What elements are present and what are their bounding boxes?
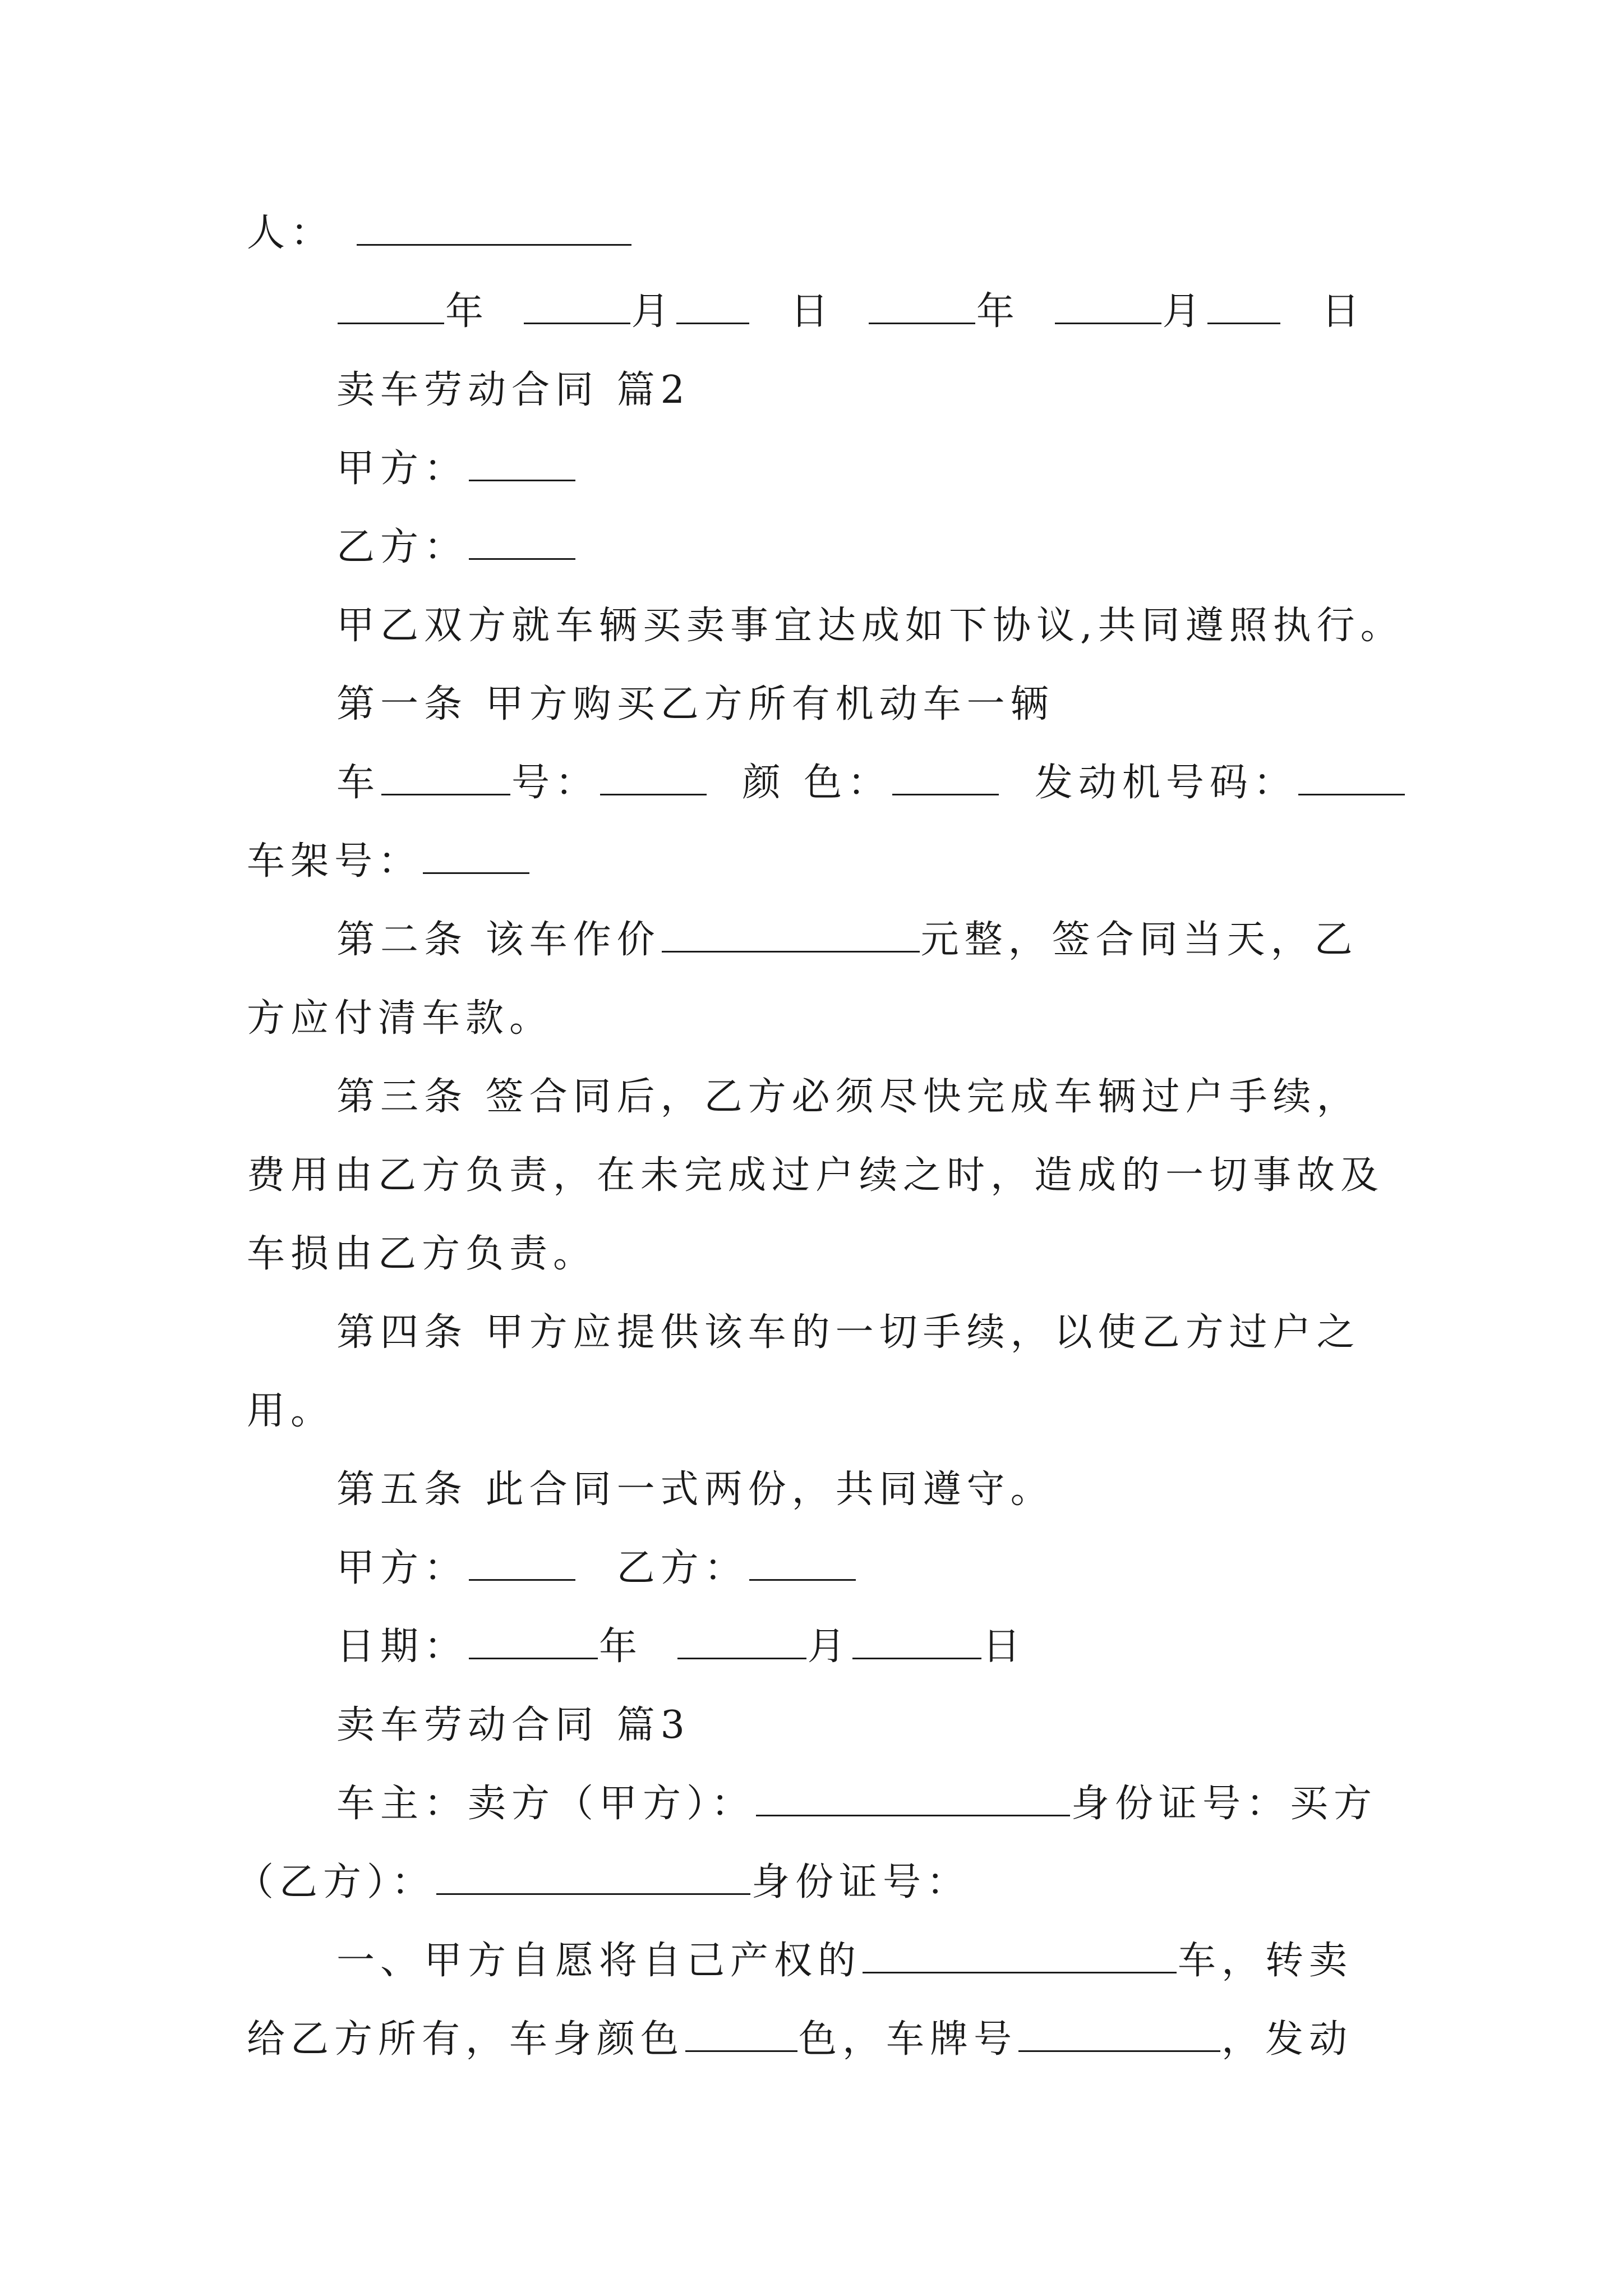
doc-line bbox=[336, 1546, 857, 1591]
id-number-label: 身份证号： bbox=[751, 1860, 971, 1904]
clause-text: 一、甲方自愿将自己产权的 bbox=[336, 1939, 862, 1983]
month-label: 月 bbox=[1162, 289, 1206, 334]
party-a-signature-label: 甲方： bbox=[336, 1546, 468, 1590]
doc-line bbox=[247, 839, 531, 884]
blank-field bbox=[338, 290, 444, 324]
blank-field bbox=[685, 2018, 797, 2052]
blank-field bbox=[600, 761, 707, 795]
doc-line bbox=[336, 1939, 1353, 1984]
buyer-label: （乙方）： bbox=[236, 1860, 436, 1904]
frame-number-label: 车架号： bbox=[247, 839, 422, 884]
paragraph-line: 第四条 甲方应提供该车的一切手续，以使乙方过户之 bbox=[336, 1310, 1361, 1355]
doc-line bbox=[247, 211, 633, 256]
month-label: 月 bbox=[807, 1625, 851, 1669]
year-label: 年 bbox=[599, 1625, 643, 1669]
paragraph-line: 方应付清车款。 bbox=[247, 996, 554, 1041]
paragraph-line: 甲乙双方就车辆买卖事宜达成如下协议,共同遵照执行。 bbox=[336, 604, 1404, 648]
doc-line bbox=[247, 2017, 1353, 2062]
car-label: 车 bbox=[336, 761, 381, 805]
doc-line bbox=[336, 761, 1406, 806]
blank-field bbox=[869, 290, 975, 324]
blank-field bbox=[469, 447, 575, 481]
party-a-label: 甲方： bbox=[336, 447, 468, 491]
signature-label: 人： bbox=[247, 211, 335, 255]
day-label: 日 bbox=[982, 1625, 1026, 1669]
blank-field bbox=[1207, 290, 1280, 324]
party-b-signature-label: 乙方： bbox=[616, 1546, 748, 1590]
blank-field bbox=[1298, 761, 1405, 795]
blank-field bbox=[1018, 2018, 1220, 2052]
blank-field bbox=[469, 1547, 575, 1581]
doc-line bbox=[336, 918, 1358, 963]
year-label: 年 bbox=[445, 289, 490, 334]
blank-field bbox=[749, 1547, 856, 1581]
plate-label: 号： bbox=[511, 761, 600, 805]
paragraph-line: 车损由乙方负责。 bbox=[247, 1232, 597, 1276]
day-label: 日 bbox=[1321, 289, 1366, 334]
blank-field bbox=[436, 1861, 750, 1895]
blank-field bbox=[469, 1625, 598, 1659]
doc-line bbox=[336, 1625, 1026, 1669]
color-label: 颜 色： bbox=[742, 761, 892, 805]
clause-text: 给乙方所有，车身颜色 bbox=[247, 2017, 685, 2062]
engine-number-label: 发动机号码： bbox=[1034, 761, 1297, 805]
blank-field bbox=[662, 918, 920, 953]
blank-field bbox=[423, 840, 529, 874]
paragraph-line: 第五条 此合同一式两份，共同遵守。 bbox=[336, 1467, 1054, 1512]
blank-field bbox=[863, 1939, 1177, 1973]
paragraph-line: 第三条 签合同后，乙方必须尽快完成车辆过户手续， bbox=[336, 1075, 1361, 1119]
blank-field bbox=[676, 290, 749, 324]
paragraph-line: 第一条 甲方购买乙方所有机动车一辆 bbox=[336, 682, 1054, 726]
doc-line bbox=[336, 525, 577, 570]
section-heading: 卖车劳动合同 篇3 bbox=[336, 1703, 690, 1747]
doc-line bbox=[336, 1782, 1377, 1826]
party-b-label: 乙方： bbox=[336, 525, 468, 569]
section-heading: 卖车劳动合同 篇2 bbox=[336, 368, 690, 412]
blank-field bbox=[756, 1782, 1070, 1816]
doc-line bbox=[336, 289, 1365, 334]
doc-line bbox=[236, 1860, 970, 1905]
day-label: 日 bbox=[790, 289, 834, 334]
article-text: 第二条 该车作价 bbox=[336, 918, 661, 962]
year-label: 年 bbox=[976, 289, 1020, 334]
blank-field bbox=[357, 211, 631, 246]
blank-field bbox=[469, 526, 575, 560]
date-label: 日期： bbox=[336, 1625, 468, 1669]
blank-field bbox=[381, 761, 510, 795]
doc-line bbox=[336, 447, 577, 491]
clause-text: 车，转卖 bbox=[1178, 1939, 1353, 1983]
blank-field bbox=[852, 1625, 981, 1659]
blank-field bbox=[1055, 290, 1161, 324]
article-text: 元整，签合同当天，乙 bbox=[920, 918, 1358, 962]
month-label: 月 bbox=[631, 289, 675, 334]
clause-text: 色，车牌号 bbox=[799, 2017, 1018, 2062]
clause-text: ，发动 bbox=[1221, 2017, 1353, 2062]
paragraph-line: 用。 bbox=[247, 1389, 335, 1433]
id-number-label: 身份证号：买方 bbox=[1071, 1782, 1378, 1826]
blank-field bbox=[524, 290, 630, 324]
seller-label: 车主：卖方（甲方）： bbox=[336, 1782, 755, 1826]
blank-field bbox=[892, 761, 999, 795]
blank-field bbox=[677, 1625, 806, 1659]
paragraph-line: 费用由乙方负责，在未完成过户续之时，造成的一切事故及 bbox=[247, 1153, 1385, 1198]
